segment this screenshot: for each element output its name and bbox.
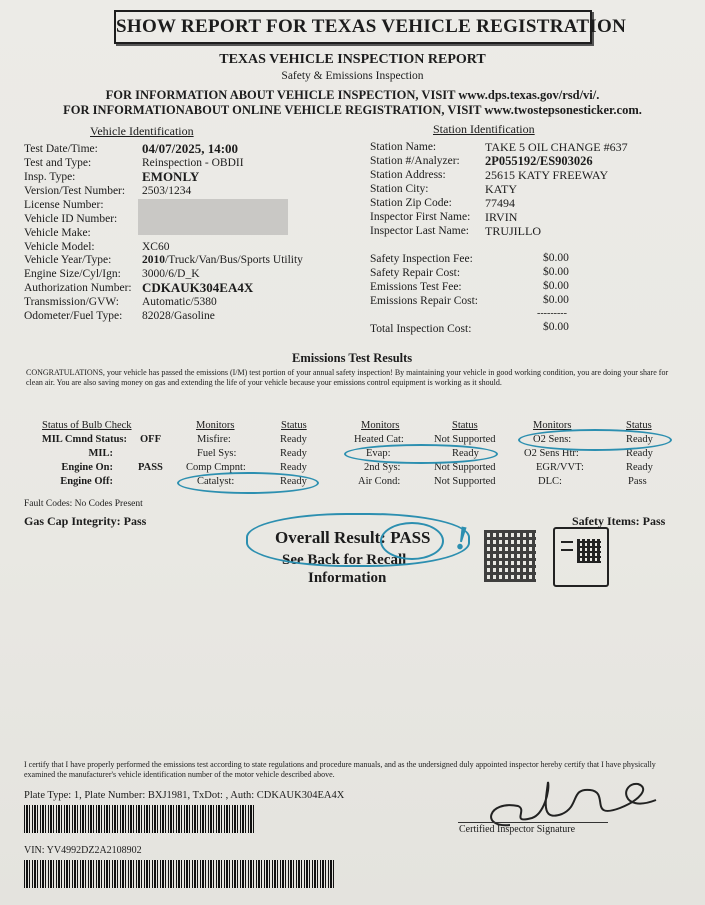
- plate-barcode: [24, 805, 254, 833]
- bulb-label: MIL:: [88, 448, 113, 459]
- report-title: TEXAS VEHICLE INSPECTION REPORT: [219, 52, 486, 67]
- station-value: IRVIN: [485, 210, 518, 224]
- signature-line: [458, 822, 608, 823]
- station-value: 2P055192/ES903026: [485, 154, 593, 168]
- status-heading: Status: [452, 420, 478, 431]
- line-icon: [561, 549, 573, 551]
- fee-value: $0.00: [543, 252, 569, 264]
- monitor-name: Air Cond:: [358, 476, 401, 487]
- emissions-heading: Emissions Test Results: [292, 351, 413, 365]
- overall-result: Overall Result: PASS: [275, 528, 431, 547]
- line-icon: [561, 541, 573, 543]
- vehicle-label: Version/Test Number:: [24, 185, 126, 197]
- info-line-2: FOR INFORMATIONABOUT ONLINE VEHICLE REGISTRATION, VISIT www.twostepsonesticker.com.: [63, 103, 642, 117]
- exclamation-annotation: !: [452, 519, 472, 558]
- monitor-status: Ready: [280, 434, 307, 445]
- fee-label: Emissions Repair Cost:: [370, 295, 478, 307]
- evap-annotation-circle: [344, 444, 498, 464]
- total-cost-label: Total Inspection Cost:: [370, 323, 472, 335]
- monitor-name: DLC:: [538, 476, 562, 487]
- monitors-heading: Monitors: [533, 420, 572, 431]
- vehicle-label: Vehicle ID Number:: [24, 213, 118, 225]
- monitor-status: Ready: [626, 462, 653, 473]
- vehicle-value: EMONLY: [142, 169, 200, 184]
- vehicle-value: 2503/1234: [142, 185, 192, 197]
- station-value: KATY: [485, 182, 517, 196]
- monitor-status: Pass: [628, 476, 647, 487]
- monitor-name: Comp Cmpnt:: [186, 462, 246, 473]
- vehicle-id-heading: Vehicle Identification: [90, 124, 194, 138]
- fee-value: $0.00: [543, 280, 569, 292]
- bulb-label: Engine On:: [61, 462, 113, 473]
- monitors-heading: Monitors: [361, 420, 400, 431]
- certification-statement: I certify that I have properly performed the emissions test according to state regulations and procedure manuals, and as the undersigned duly appointed inspector hereby certify that I have physically examined the manufacturer's vehicle identification number of the motor vehicle described above.: [24, 760, 656, 779]
- recall-line-2: Information: [308, 570, 387, 586]
- bulb-value: PASS: [138, 462, 163, 473]
- monitors-heading: Monitors: [196, 420, 235, 431]
- total-cost-value: $0.00: [543, 321, 569, 333]
- monitor-name: Evap:: [366, 448, 391, 459]
- monitor-name: 2nd Sys:: [364, 462, 401, 473]
- vehicle-value: 3000/6/D_K: [142, 268, 200, 280]
- vehicle-label: Vehicle Make:: [24, 227, 91, 239]
- vehicle-label: Engine Size/Cyl/Ign:: [24, 268, 121, 280]
- station-value: TRUJILLO: [485, 224, 541, 238]
- station-label: Inspector First Name:: [370, 211, 471, 223]
- bulb-value: OFF: [140, 434, 161, 445]
- monitor-status: Not Supported: [434, 434, 496, 445]
- fee-label: Safety Repair Cost:: [370, 267, 461, 279]
- vehicle-value: Automatic/5380: [142, 296, 217, 308]
- station-label: Station Address:: [370, 169, 446, 181]
- vehicle-label: License Number:: [24, 199, 104, 211]
- catalyst-annotation-circle: [177, 472, 319, 494]
- fee-label: Safety Inspection Fee:: [370, 253, 473, 265]
- vehicle-label: Vehicle Year/Type:: [24, 254, 112, 266]
- monitor-name: Catalyst:: [197, 476, 235, 487]
- redacted-vin-block: [138, 199, 288, 235]
- signature-label: Certified Inspector Signature: [459, 824, 576, 835]
- station-value: 77494: [485, 196, 515, 210]
- fee-dashes: ---------: [537, 308, 567, 319]
- monitor-name: Fuel Sys:: [197, 448, 237, 459]
- status-heading: Status: [281, 420, 307, 431]
- station-label: Inspector Last Name:: [370, 225, 469, 237]
- congratulations-text: CONGRATULATIONS, your vehicle has passed the emissions (I/M) test portion of your annual safety inspection! By maintaining your vehicle in good working condition, you are doing your share for clean air. You are also saving money on gas and extending the life of your vehicle because your emissions control equipment is working as it should.: [26, 368, 669, 387]
- monitor-status: Ready: [626, 448, 653, 459]
- safety-items-result: Safety Items: Pass: [572, 514, 666, 528]
- vehicle-label: Insp. Type:: [24, 171, 76, 183]
- station-label: Station Zip Code:: [370, 197, 452, 209]
- pass-annotation-circle: [380, 522, 444, 560]
- vehicle-value: 2010/Truck/Van/Bus/Sports Utility: [142, 254, 303, 266]
- monitor-status: Not Supported: [434, 476, 496, 487]
- vehicle-value: 82028/Gasoline: [142, 310, 215, 322]
- info-line-1: FOR INFORMATION ABOUT VEHICLE INSPECTION, VISIT www.dps.texas.gov/rsd/vi/.: [105, 88, 600, 102]
- fee-value: $0.00: [543, 266, 569, 278]
- vehicle-label: Test Date/Time:: [24, 143, 98, 155]
- authorization-number: CDKAUK304EA4X: [142, 280, 254, 295]
- vehicle-value: 04/07/2025, 14:00: [142, 141, 239, 156]
- monitor-status: Ready: [626, 434, 653, 445]
- status-heading: Status: [626, 420, 652, 431]
- vehicle-value: XC60: [142, 241, 170, 253]
- qr-inner-icon: [577, 539, 601, 563]
- monitor-name: EGR/VVT:: [536, 462, 584, 473]
- o2-sens-annotation-circle: [518, 429, 672, 451]
- bulb-label: MIL Cmnd Status:: [41, 434, 127, 445]
- vehicle-label: Vehicle Model:: [24, 241, 95, 253]
- monitor-status: Ready: [452, 448, 479, 459]
- monitor-name: Misfire:: [197, 434, 231, 445]
- station-value: TAKE 5 OIL CHANGE #637: [485, 140, 628, 154]
- station-label: Station City:: [370, 183, 429, 195]
- fee-label: Emissions Test Fee:: [370, 281, 462, 293]
- station-id-heading: Station Identification: [433, 122, 535, 136]
- monitor-status: Ready: [280, 476, 307, 487]
- monitor-status: Not Supported: [434, 462, 496, 473]
- station-label: Station Name:: [370, 141, 437, 153]
- vin-line: VIN: YV4992DZ2A2108902: [24, 845, 142, 856]
- monitor-status: Ready: [280, 448, 307, 459]
- document-qr-icon: [553, 527, 609, 587]
- monitor-name: O2 Sens Htr:: [524, 448, 579, 459]
- station-label: Station #/Analyzer:: [370, 155, 460, 167]
- station-value: 25615 KATY FREEWAY: [485, 168, 609, 182]
- plate-info: Plate Type: 1, Plate Number: BXJ1981, TxDot: , Auth: CDKAUK304EA4X: [24, 790, 345, 801]
- vehicle-value: Reinspection - OBDII: [142, 157, 244, 169]
- bulb-label: Engine Off:: [60, 476, 113, 487]
- monitor-name: Heated Cat:: [354, 434, 404, 445]
- monitor-status: Ready: [280, 462, 307, 473]
- report-title-box: SHOW REPORT FOR TEXAS VEHICLE REGISTRATION: [114, 10, 592, 44]
- vin-barcode: [24, 860, 334, 888]
- gas-cap-integrity: Gas Cap Integrity: Pass: [24, 514, 147, 528]
- bulb-check-heading: Status of Bulb Check: [42, 420, 132, 431]
- fee-value: $0.00: [543, 294, 569, 306]
- vehicle-label: Authorization Number:: [24, 282, 132, 294]
- recall-line-1: See Back for Recall: [282, 552, 407, 568]
- fault-codes: Fault Codes: No Codes Present: [24, 499, 143, 509]
- qr-code-icon: [484, 530, 536, 582]
- vehicle-label: Transmission/GVW:: [24, 296, 119, 308]
- report-subtitle: Safety & Emissions Inspection: [281, 70, 424, 82]
- inspector-signature: [470, 770, 680, 830]
- vehicle-label: Test and Type:: [24, 157, 92, 169]
- monitor-name: O2 Sens:: [533, 434, 572, 445]
- vehicle-label: Odometer/Fuel Type:: [24, 310, 123, 322]
